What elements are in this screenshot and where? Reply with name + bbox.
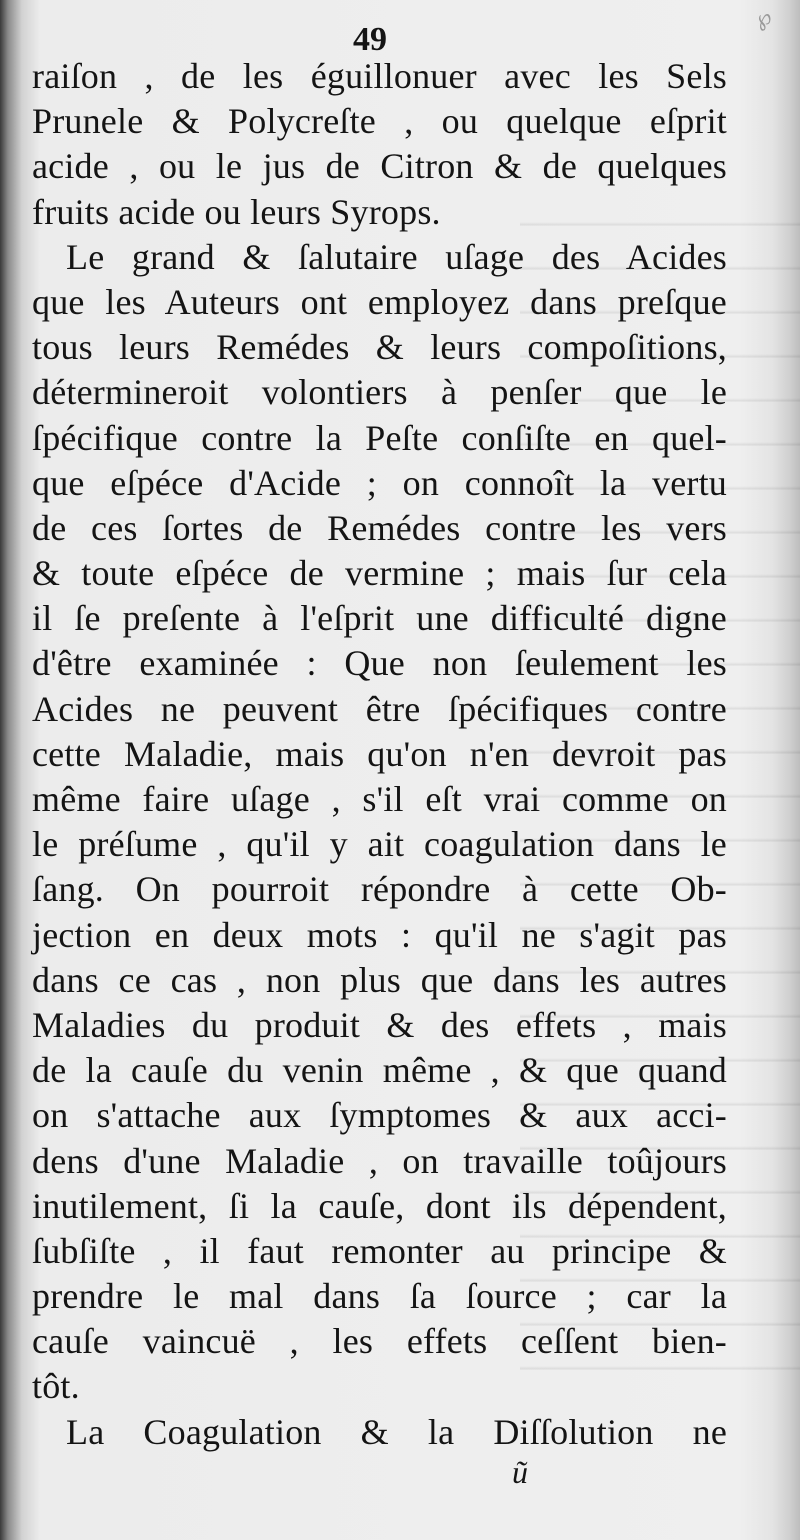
text-line: ſubſiſte , il faut remonter au principe & <box>32 1230 727 1271</box>
text-line: dans ce cas , non plus que dans les autres <box>32 959 727 1000</box>
text-line: & toute eſpéce de vermine ; mais ſur cela <box>32 553 727 594</box>
text-line: acide , ou le jus de Citron & de quelques <box>32 146 727 187</box>
text-line: détermineroit volontiers à penſer que le <box>32 372 727 413</box>
text-line: de la cauſe du venin même , & que quand <box>32 1050 727 1091</box>
text-line: Acides ne peuvent être ſpécifiques contre <box>32 688 727 729</box>
text-line: ſpécifique contre la Peſte conſiſte en quel- <box>32 417 727 458</box>
text-line: il ſe preſente à l'eſprit une difficulté digne <box>32 598 727 639</box>
catchword: ũ <box>512 1454 528 1490</box>
text-line: on s'attache aux ſymptomes & aux acci- <box>32 1095 727 1136</box>
text-line: tous leurs Remédes & leurs compoſitions, <box>32 327 727 368</box>
text-line: raiſon , de les éguillonuer avec les Sels <box>32 56 727 96</box>
body-text <box>32 54 727 1455</box>
text-line: que eſpéce d'Acide ; on connoît la vertu <box>32 462 727 503</box>
text-line: Maladies du produit & des effets , mais <box>32 1004 727 1045</box>
text-line: fruits acide ou leurs Syrops. <box>32 191 441 232</box>
text-line: de ces ſortes de Remédes contre les vers <box>32 507 727 548</box>
paragraph-start-line: La Coagulation & la Diſſolution ne <box>66 1411 727 1452</box>
margin-pencil-mark: ℘ <box>752 4 776 33</box>
text-line: même faire uſage , s'il eſt vrai comme on <box>32 779 727 819</box>
text-line: ſang. On pourroit répondre à cette Ob- <box>32 869 727 910</box>
text-line: Prunele & Polycreſte , ou quelque eſprit <box>32 101 727 142</box>
text-line: prendre le mal dans ſa ſource ; car la <box>32 1276 727 1317</box>
text-line: d'être examinée : Que non ſeulement les <box>32 643 727 684</box>
text-line: jection en deux mots : qu'il ne s'agit pas <box>32 914 727 955</box>
text-line: cette Maladie, mais qu'on n'en devroit pas <box>32 733 727 774</box>
text-line: que les Auteurs ont employez dans preſque <box>32 281 727 322</box>
text-line: le préſume , qu'il y ait coagulation dans le <box>32 824 727 865</box>
text-line: dens d'une Maladie , on travaille toûjours <box>32 1140 727 1181</box>
paragraph-start-line: Le grand & ſalutaire uſage des Acides <box>66 236 727 277</box>
text-line: tôt. <box>32 1366 80 1407</box>
text-line: cauſe vaincuë , les effets ceſſent bien- <box>32 1321 727 1362</box>
text-line: inutilement, ſi la cauſe, dont ils dépendent, <box>32 1185 727 1226</box>
page-number: 49 <box>353 21 387 58</box>
